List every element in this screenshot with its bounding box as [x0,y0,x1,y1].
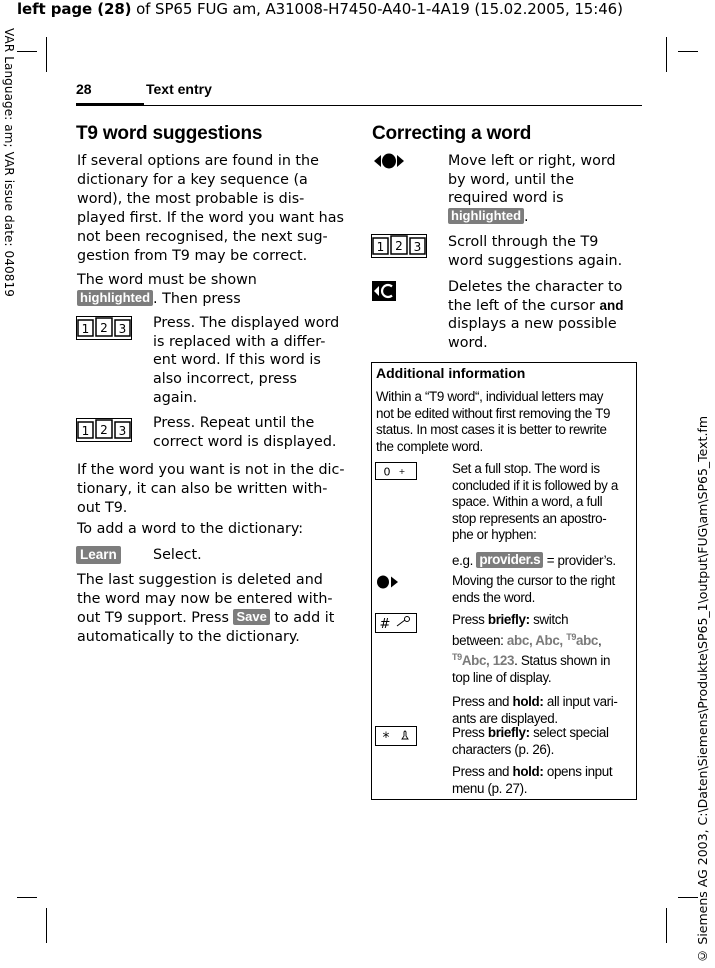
learn-softkey: Learn [76,546,121,564]
text-fragment: opens input [543,764,613,780]
text-fragment: Press [452,612,488,627]
text-fragment: Press and [452,764,513,780]
text-line: automatically to the dictionary. [77,629,300,645]
text-line: If the word you want is not in the dic- [77,462,345,478]
press-paragraph-2 [153,414,336,451]
keypad-123-icon [76,316,132,340]
text-line [452,725,612,742]
text-fragment: , [598,632,602,648]
text-line: not be edited without first removing the T9 [376,405,611,421]
text-line [452,629,618,650]
highlighted-sample: highlighted [77,290,153,306]
t9-suggestions-heading: T9 word suggestions [76,123,263,144]
last-suggestion-paragraph [77,571,334,647]
header-rule [144,105,642,106]
text-line: the word may now be entered with- [77,591,333,607]
svg-text:2: 2 [395,239,403,253]
text-fragment: the left of the cursor [448,297,600,314]
shown-paragraph [77,271,257,309]
clear-key-icon [372,281,396,301]
copyright-path: © Siemens AG 2003, C:\Daten\Siemens\Produkte\SP65_1\output\FUG\am\SP65_Text.fm [695,416,710,964]
text-line [448,208,616,227]
text-line: dictionary for a key sequence (a [77,172,308,188]
text-line: the complete word. [376,438,483,454]
text-line: characters (p. 26). [452,741,555,757]
text-fragment: hold: [512,694,544,710]
text-line: gestion from T9 may be correct. [77,248,308,264]
navigation-right-icon [376,574,400,590]
file-header-info: of SP65 FUG am, A31008-H7450-A40-1-4A19 (15.02.2005, 15:46) [131,0,623,18]
info-intro [376,389,610,455]
text-fragment: abc [576,632,599,648]
example-highlight: provider.s [476,552,543,568]
text-line: by word, until the [448,171,574,188]
text-fragment: T9 [566,631,576,642]
crop-mark [46,908,47,943]
star-key-icon [375,726,417,746]
text-line: also incorrect, press [153,371,297,388]
intro-paragraph [77,152,344,266]
text-fragment: = provider’s. [543,552,616,568]
text-line: correct word is displayed. [153,433,337,450]
crop-mark [666,908,667,943]
keypad-123-icon [76,418,132,442]
svg-text:1: 1 [81,424,90,438]
text-line [452,694,618,711]
keypad-123-icon [371,234,427,258]
text-line: tionary, it can also be written with- [77,481,328,497]
text-line: required word is [448,190,564,207]
section-title: Text entry [146,81,212,97]
text-line: displays a new possible [448,316,617,333]
svg-text:3: 3 [118,424,127,438]
text-fragment: Press [452,725,488,740]
zero-key-icon [375,462,417,480]
press-paragraph-1 [153,314,339,408]
move-paragraph [448,152,616,227]
text-line: status. In most cases it is better to rewrite [376,422,607,438]
text-line: Moving the cursor to the right [452,573,615,588]
text-line: Within a “T9 word“, individual letters may [376,389,604,404]
crop-mark [46,37,47,72]
svg-text:3: 3 [118,322,127,336]
add-word-paragraph: To add a word to the dictionary: [77,521,304,537]
text-fragment: select special [529,725,609,740]
text-fragment: between: [452,632,507,648]
text-fragment: . [524,209,529,226]
file-header [17,0,623,18]
star-key-text [452,725,612,797]
text-line: word. [448,335,488,352]
text-fragment: briefly: [487,612,530,627]
text-line: stop represents an apostro- [452,510,607,526]
svg-text:0: 0 [383,465,391,479]
hash-key-text [452,612,618,728]
text-line [77,290,257,309]
delete-paragraph [448,278,623,353]
info-box-title: Additional information [376,365,526,381]
text-line: The last suggestion is deleted and [77,572,323,588]
text-line: top line of display. [452,669,552,685]
svg-text:3: 3 [413,240,422,254]
svg-text:#: # [379,617,391,632]
zero-key-text [452,461,618,570]
text-fragment: and [599,297,624,313]
text-fragment: switch [529,612,569,627]
save-softkey: Save [233,609,269,625]
svg-text:2: 2 [100,321,108,335]
text-fragment: T9 [452,652,462,663]
svg-text:2: 2 [100,423,108,437]
text-line: again. [153,389,198,406]
not-in-dictionary-paragraph [77,461,345,518]
text-fragment: all input vari- [543,694,618,710]
text-line: out T9. [77,500,128,516]
text-line [452,649,618,670]
crop-mark [17,51,37,52]
text-line: Move left or right, word [448,153,616,169]
crop-mark [666,37,667,72]
text-line [448,297,623,316]
text-line: ent word. If this word is [153,352,321,369]
text-line: word suggestions again. [448,252,623,269]
text-fragment: . Status shown in [514,653,611,669]
text-line: not been recognised, the next sug- [77,229,328,245]
svg-text:+: + [398,467,406,476]
text-line: played first. If the word you want has [77,210,344,226]
text-fragment: Press and [452,694,513,710]
text-line: Press. The displayed word [153,315,340,331]
text-fragment: hold: [512,764,544,780]
cursor-right-text [452,573,615,606]
text-line [452,552,618,570]
text-fragment: . Then press [153,291,241,307]
text-line: menu (p. 27). [452,780,528,796]
text-line: Set a full stop. The word is [452,461,600,476]
text-fragment: briefly: [487,725,530,740]
select-text: Select. [153,547,202,563]
file-header-page: left page (28) [17,0,132,18]
text-line: is replaced with a differ- [153,333,326,350]
text-line: ants are displayed. [452,710,558,726]
correcting-word-heading: Correcting a word [372,123,532,144]
text-line: Press. Repeat until the [153,415,315,431]
text-fragment: to add it [269,610,335,626]
text-line [77,609,334,628]
highlighted-sample: highlighted [448,208,524,224]
text-line: phe or hyphen: [452,527,537,543]
navigation-left-right-icon [372,152,406,170]
text-line: ends the word. [452,589,535,605]
text-line: Deletes the character to [448,279,623,295]
text-line: If several options are found in the [77,153,319,169]
crop-mark [678,51,698,52]
text-line [452,764,612,781]
text-fragment: out T9 support. Press [77,610,234,626]
text-line: space. Within a word, a full [452,494,603,510]
svg-text:*: * [382,730,390,746]
text-line: concluded if it is followed by a [452,477,618,493]
text-line: The word must be shown [77,272,257,288]
text-line [452,612,618,629]
text-line: word), the most probable is dis- [77,191,305,207]
text-fragment: e.g. [452,552,477,568]
svg-text:1: 1 [376,240,385,254]
var-language: VAR Language: am; VAR issue date: 040819 [2,28,16,297]
text-line: Scroll through the T9 [448,234,599,250]
text-fragment: Abc, 123 [461,653,515,669]
text-fragment: abc, Abc, [506,632,567,648]
crop-mark [17,897,37,898]
scroll-paragraph [448,233,622,270]
page-number: 28 [76,81,92,97]
header-rule-thick [76,103,144,106]
svg-text:1: 1 [81,322,90,336]
hash-key-icon [375,613,417,633]
